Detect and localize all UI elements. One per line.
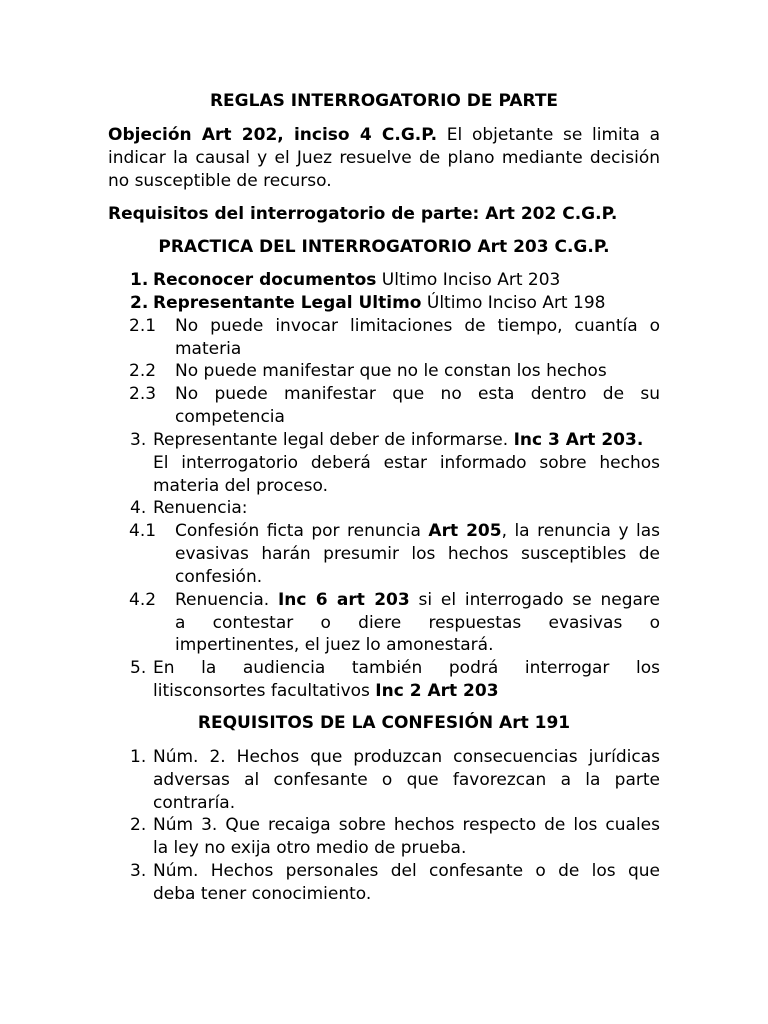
list-item-cont: materia del proceso. xyxy=(153,476,328,496)
objecion-line-2: indicar la causal y el Juez resuelve de plano mediante decisión xyxy=(108,148,660,168)
list-number: 2.3 xyxy=(129,384,157,404)
list-item-cont: adversas al confesante o que favorezcan a la parte xyxy=(153,770,660,790)
item-text: Confesión ficta por renuncia xyxy=(175,521,421,541)
list-item xyxy=(153,292,605,315)
list-item: Núm. 2. Hechos que produzcan consecuencias jurídicas xyxy=(153,747,660,767)
list-item-cont: deba tener conocimiento. xyxy=(153,884,372,904)
list-item-cont xyxy=(153,680,499,703)
list-number: 3. xyxy=(130,861,147,881)
list-number: 4. xyxy=(130,498,147,518)
list-item: No puede manifestar que no le constan los hechos xyxy=(175,361,607,381)
objecion-line-3: no susceptible de recurso. xyxy=(108,171,332,191)
list-item xyxy=(153,269,560,292)
list-item-cont: contraría. xyxy=(153,793,236,813)
list-item-cont: la ley no exija otro medio de prueba. xyxy=(153,838,467,858)
page-title: REGLAS INTERROGATORIO DE PARTE xyxy=(209,91,559,111)
list-item-cont: competencia xyxy=(175,407,285,427)
list-item: Renuencia: xyxy=(153,498,248,518)
list-item-cont: evasivas harán presumir los hechos susceptibles de xyxy=(175,544,660,564)
list-item: Núm. Hechos personales del confesante o de los que xyxy=(153,861,660,881)
item-bold: Reconocer documentos xyxy=(153,270,377,290)
list-item: No puede invocar limitaciones de tiempo, cuantía o xyxy=(175,316,660,336)
objecion-line-1 xyxy=(108,124,660,147)
objecion-text-1: El objetante se limita a xyxy=(446,125,660,145)
list-number: 4.1 xyxy=(129,521,157,541)
list-item: En la audiencia también podrá interrogar los xyxy=(153,658,660,678)
list-item-cont: confesión. xyxy=(175,567,263,587)
confesion-heading: REQUISITOS DE LA CONFESIÓN Art 191 xyxy=(197,713,571,733)
list-number: 2. xyxy=(130,293,149,313)
list-number: 1. xyxy=(130,270,149,290)
list-item xyxy=(175,520,660,543)
item-bold: Inc 3 Art 203. xyxy=(513,430,644,450)
list-item xyxy=(153,429,643,452)
list-number: 2.2 xyxy=(129,361,157,381)
item-text: Último Inciso Art 198 xyxy=(426,293,606,313)
list-item: Núm 3. Que recaiga sobre hechos respecto de los cuales xyxy=(153,815,660,835)
item-text: si el interrogado se negare xyxy=(418,590,660,610)
item-text: Renuencia. xyxy=(175,590,270,610)
item-bold: Inc 2 Art 203 xyxy=(375,681,499,701)
item-bold: Representante Legal Ultimo xyxy=(153,293,422,313)
list-number: 4.2 xyxy=(129,590,157,610)
item-text: litisconsortes facultativos xyxy=(153,681,370,701)
list-item-cont: materia xyxy=(175,339,242,359)
requisitos-line: Requisitos del interrogatorio de parte: Art 202 C.G.P. xyxy=(108,204,618,224)
list-number: 5. xyxy=(130,658,147,678)
item-text: , la renuncia y las xyxy=(501,521,660,541)
list-number: 2. xyxy=(130,815,147,835)
practica-heading: PRACTICA DEL INTERROGATORIO Art 203 C.G.P. xyxy=(158,237,610,257)
list-item-cont: El interrogatorio deberá estar informado sobre hechos xyxy=(153,453,660,473)
list-item-cont: a contestar o diere respuestas evasivas o xyxy=(175,613,660,633)
list-number: 1. xyxy=(130,747,147,767)
item-text: Ultimo Inciso Art 203 xyxy=(381,270,561,290)
item-text: Representante legal deber de informarse. xyxy=(153,430,509,450)
item-bold: Inc 6 art 203 xyxy=(277,590,410,610)
list-item xyxy=(175,589,660,612)
list-item-cont: impertinentes, el juez lo amonestará. xyxy=(175,635,494,655)
list-number: 3. xyxy=(130,430,147,450)
list-number: 2.1 xyxy=(129,316,157,336)
objecion-bold: Objeción Art 202, inciso 4 C.G.P. xyxy=(108,125,438,145)
item-bold: Art 205 xyxy=(428,521,502,541)
list-item: No puede manifestar que no esta dentro de su xyxy=(175,384,660,404)
